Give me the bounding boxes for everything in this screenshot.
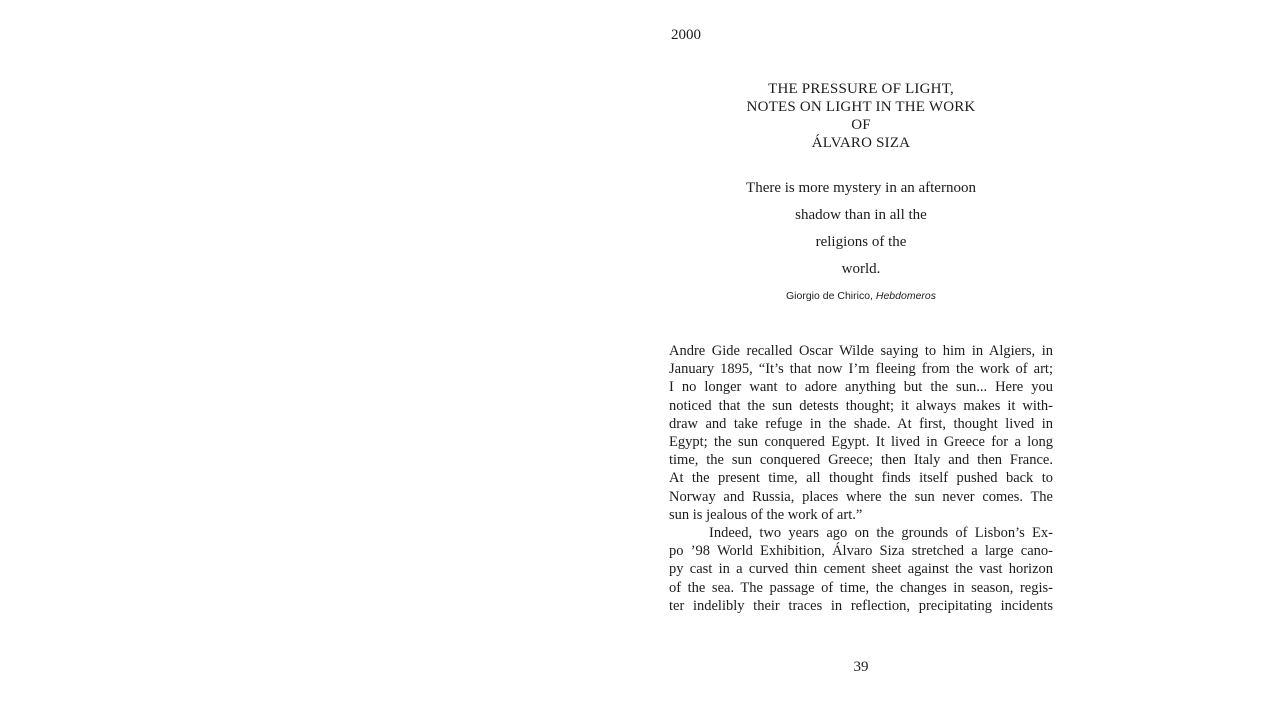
body-line: sun is jealous of the work of art.”	[669, 506, 863, 523]
text-line: ÁLVARO SIZA	[811, 135, 911, 151]
text-line: OF	[851, 117, 871, 133]
chapter-title	[669, 80, 1053, 152]
body-line: time, the sun conquered Greece; then Italy and then France.	[669, 452, 1053, 469]
text-line: There is more mystery in an afternoon	[746, 180, 976, 196]
body-line: January 1895, “It’s that now I’m fleeing from the work of art;	[669, 361, 1053, 378]
text-line: THE PRESSURE OF LIGHT,	[768, 81, 954, 97]
epigraph-quote	[669, 175, 1053, 283]
body-line: of the sea. The passage of time, the changes in season, regis-	[669, 579, 1053, 596]
attribution-author: Giorgio de Chirico,	[786, 290, 876, 302]
body-line: ter indelibly their traces in reflection, precipitating incidents	[669, 597, 1053, 614]
page-number: 39	[853, 659, 869, 675]
body-line: Indeed, two years ago on the grounds of Lisbon’s Ex-	[709, 525, 1053, 542]
attribution-work-title: Hebdomeros	[875, 290, 936, 302]
year-label: 2000	[671, 27, 701, 43]
body-line: po ’98 World Exhibition, Álvaro Siza stretched a large cano-	[669, 543, 1053, 560]
epigraph-attribution	[669, 290, 1053, 303]
text-line: world.	[841, 261, 881, 277]
body-line: I no longer want to adore anything but the sun... Here you	[669, 379, 1053, 396]
text-line: NOTES ON LIGHT IN THE WORK	[746, 99, 976, 115]
text-line: religions of the	[815, 234, 907, 250]
body-paragraph	[669, 342, 1053, 524]
body-line: draw and take refuge in the shade. At first, thought lived in	[669, 415, 1053, 432]
body-line: Andre Gide recalled Oscar Wilde saying to him in Algiers, in	[669, 343, 1053, 359]
body-line: noticed that the sun detests thought; it always makes it with-	[669, 397, 1053, 414]
body-line: Norway and Russia, places where the sun never comes. The	[669, 488, 1053, 505]
body-line: At the present time, all thought finds itself pushed back to	[669, 470, 1053, 487]
body-line: Egypt; the sun conquered Egypt. It lived in Greece for a long	[669, 434, 1053, 451]
body-line: py cast in a curved thin cement sheet against the vast horizon	[669, 561, 1053, 578]
text-line: shadow than in all the	[795, 207, 927, 223]
body-text	[669, 342, 1053, 615]
body-paragraph	[669, 524, 1053, 615]
